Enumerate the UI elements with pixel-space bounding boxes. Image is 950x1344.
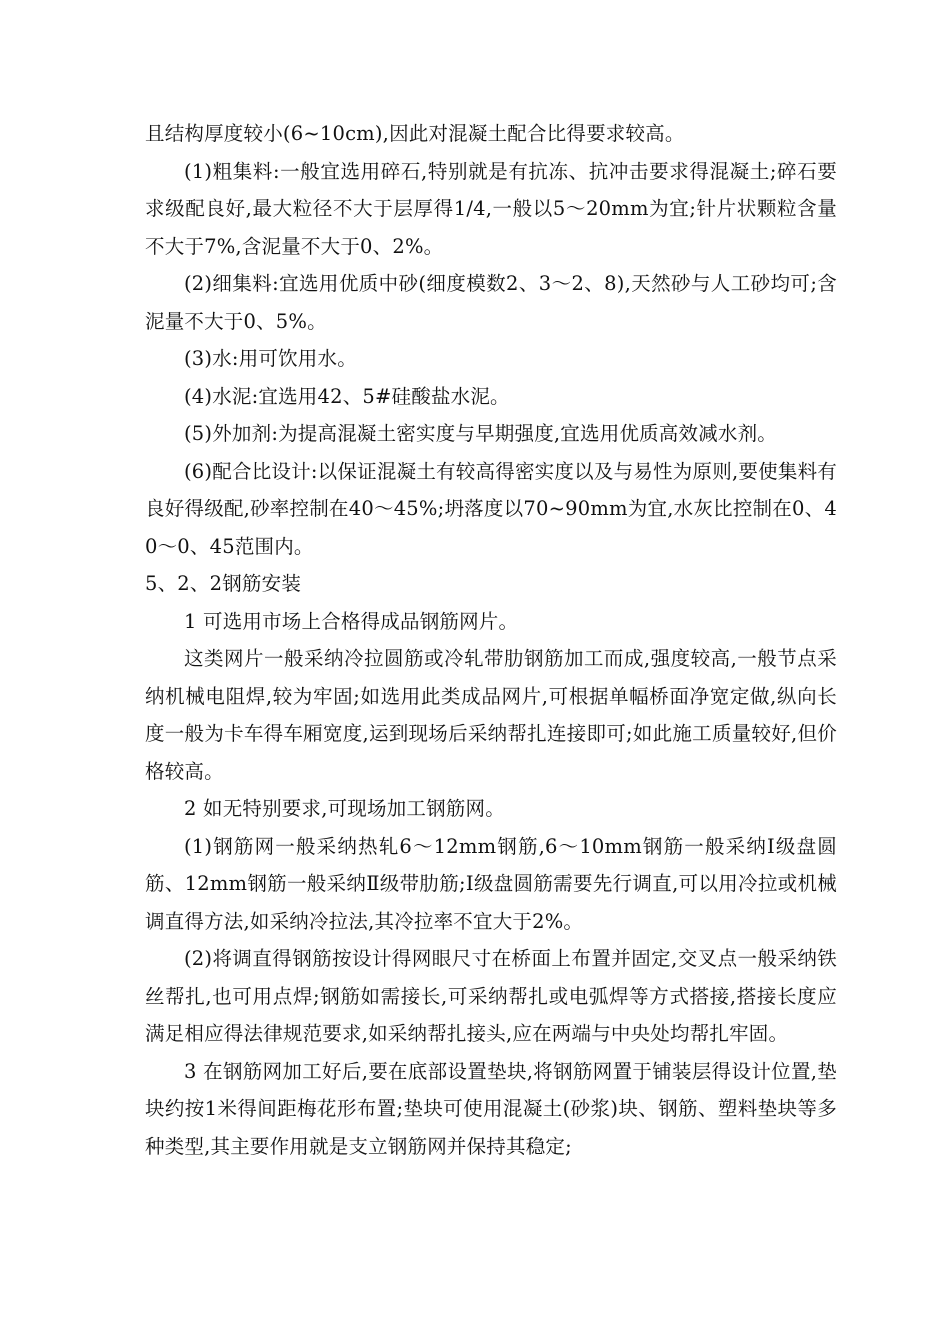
paragraph-admixture: (5)外加剂:为提高混凝土密实度与早期强度,宜选用优质高效减水剂。 (184, 422, 777, 445)
paragraph-coarse-aggregate: (1)粗集料:一般宜选用碎石,特别就是有抗冻、抗冲击要求得混凝土;碎石要求级配良好,最大粒径不大于层厚得1/4,一般以5～20mm为宜;针片状颗粒含量不大于7%,含泥量不大于0、2%。 (145, 159, 837, 258)
section-heading-rebar-installation: 5、2、2钢筋安装 (145, 572, 302, 595)
document-body (145, 115, 837, 1165)
paragraph-mix-design: (6)配合比设计:以保证混凝土有较高得密实度以及与易性为原则,要使集料有良好得级配,砂率控制在40～45%;坍落度以70~90mm为宜,水灰比控制在0、40～0、45范围内。 (145, 459, 837, 558)
paragraph-cement: (4)水泥:宜选用42、5#硅酸盐水泥。 (184, 384, 510, 408)
paragraph-water: (3)水:用可饮用水。 (184, 347, 357, 370)
paragraph-item-3: 3 在钢筋网加工好后,要在底部设置垫块,将钢筋网置于铺装层得设计位置,垫块约按1米得间距梅花形布置;垫块可使用混凝土(砂浆)块、钢筋、塑料垫块等多种类型,其主要作用就是支立钢筋网并保持其稳定; (145, 1059, 837, 1158)
paragraph-mesh-description: 这类网片一般采纳冷拉圆筋或冷轧带肋钢筋加工而成,强度较高,一般节点采纳机械电阻焊,较为牢固;如选用此类成品网片,可根据单幅桥面净宽定做,纵向长度一般为卡车得车厢宽度,运到现场后采纳帮扎连接即可;如此施工质量较好,但价格较高。 (145, 647, 837, 783)
paragraph-fine-aggregate: (2)细集料:宜选用优质中砂(细度模数2、3～2、8),天然砂与人工砂均可;含泥量不大于0、5%。 (145, 272, 837, 333)
paragraph-rebar-mesh-1: (1)钢筋网一般采纳热轧6～12mm钢筋,6～10mm钢筋一般采纳Ⅰ级盘圆筋、12mm钢筋一般采纳Ⅱ级带肋筋;Ⅰ级盘圆筋需要先行调直,可以用冷拉或机械调直得方法,如采纳冷拉法,其冷拉率不宜大于2%。 (145, 834, 837, 933)
paragraph-item-2: 2 如无特别要求,可现场加工钢筋网。 (184, 797, 505, 820)
paragraph-continuation: 且结构厚度较小(6~10cm),因此对混凝土配合比得要求较高。 (145, 122, 685, 145)
paragraph-rebar-mesh-2: (2)将调直得钢筋按设计得网眼尺寸在桥面上布置并固定,交叉点一般采纳铁丝帮扎,也可用点焊;钢筋如需接长,可采纳帮扎或电弧焊等方式搭接,搭接长度应满足相应得法律规范要求,如采纳帮扎接头,应在两端与中央处均帮扎牢固。 (145, 947, 837, 1045)
paragraph-item-1: 1 可选用市场上合格得成品钢筋网片。 (184, 609, 519, 633)
